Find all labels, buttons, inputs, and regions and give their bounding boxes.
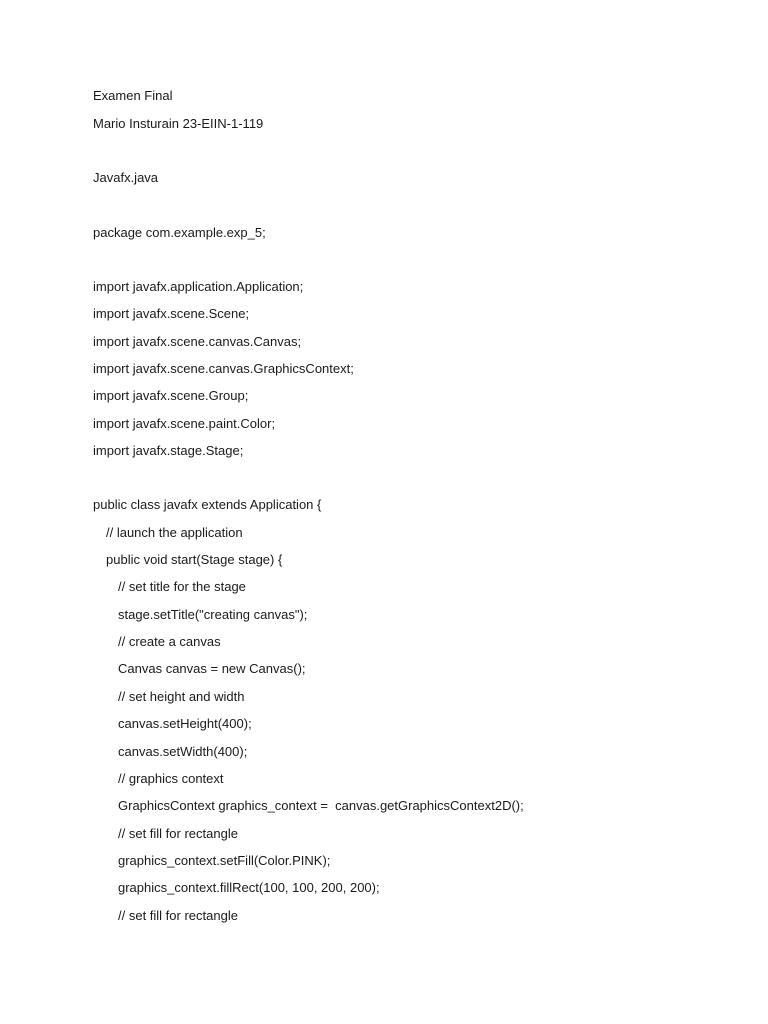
import-line: import javafx.stage.Stage; — [93, 443, 244, 458]
import-line: import javafx.scene.Scene; — [93, 306, 250, 321]
code-line: canvas.setWidth(400); — [118, 744, 248, 759]
code-line: canvas.setHeight(400); — [118, 716, 252, 731]
code-comment: // launch the application — [106, 525, 243, 540]
import-line: import javafx.scene.Group; — [93, 388, 249, 403]
file-name: Javafx.java — [93, 170, 159, 185]
package-line: package com.example.exp_5; — [93, 225, 266, 240]
import-line: import javafx.scene.canvas.GraphicsContext; — [93, 361, 354, 376]
method-declaration: public void start(Stage stage) { — [106, 552, 283, 567]
code-line: // graphics context — [118, 771, 224, 786]
code-line: Canvas canvas = new Canvas(); — [118, 661, 306, 676]
code-line: stage.setTitle("creating canvas"); — [118, 607, 308, 622]
code-line: GraphicsContext graphics_context = canvas.getGraphicsContext2D(); — [118, 798, 524, 813]
code-line: // set title for the stage — [118, 579, 246, 594]
import-line: import javafx.application.Application; — [93, 279, 304, 294]
code-line: graphics_context.fillRect(100, 100, 200, 200); — [118, 880, 380, 895]
code-line: graphics_context.setFill(Color.PINK); — [118, 853, 331, 868]
code-line: // set fill for rectangle — [118, 826, 238, 841]
code-line: // set fill for rectangle — [118, 908, 238, 923]
author-line: Mario Insturain 23-EIIN-1-119 — [93, 116, 264, 131]
code-line: // create a canvas — [118, 634, 221, 649]
code-line: // set height and width — [118, 689, 245, 704]
import-line: import javafx.scene.paint.Color; — [93, 416, 276, 431]
document-heading: Examen Final — [93, 88, 173, 103]
import-line: import javafx.scene.canvas.Canvas; — [93, 334, 302, 349]
class-declaration: public class javafx extends Application { — [93, 497, 322, 512]
